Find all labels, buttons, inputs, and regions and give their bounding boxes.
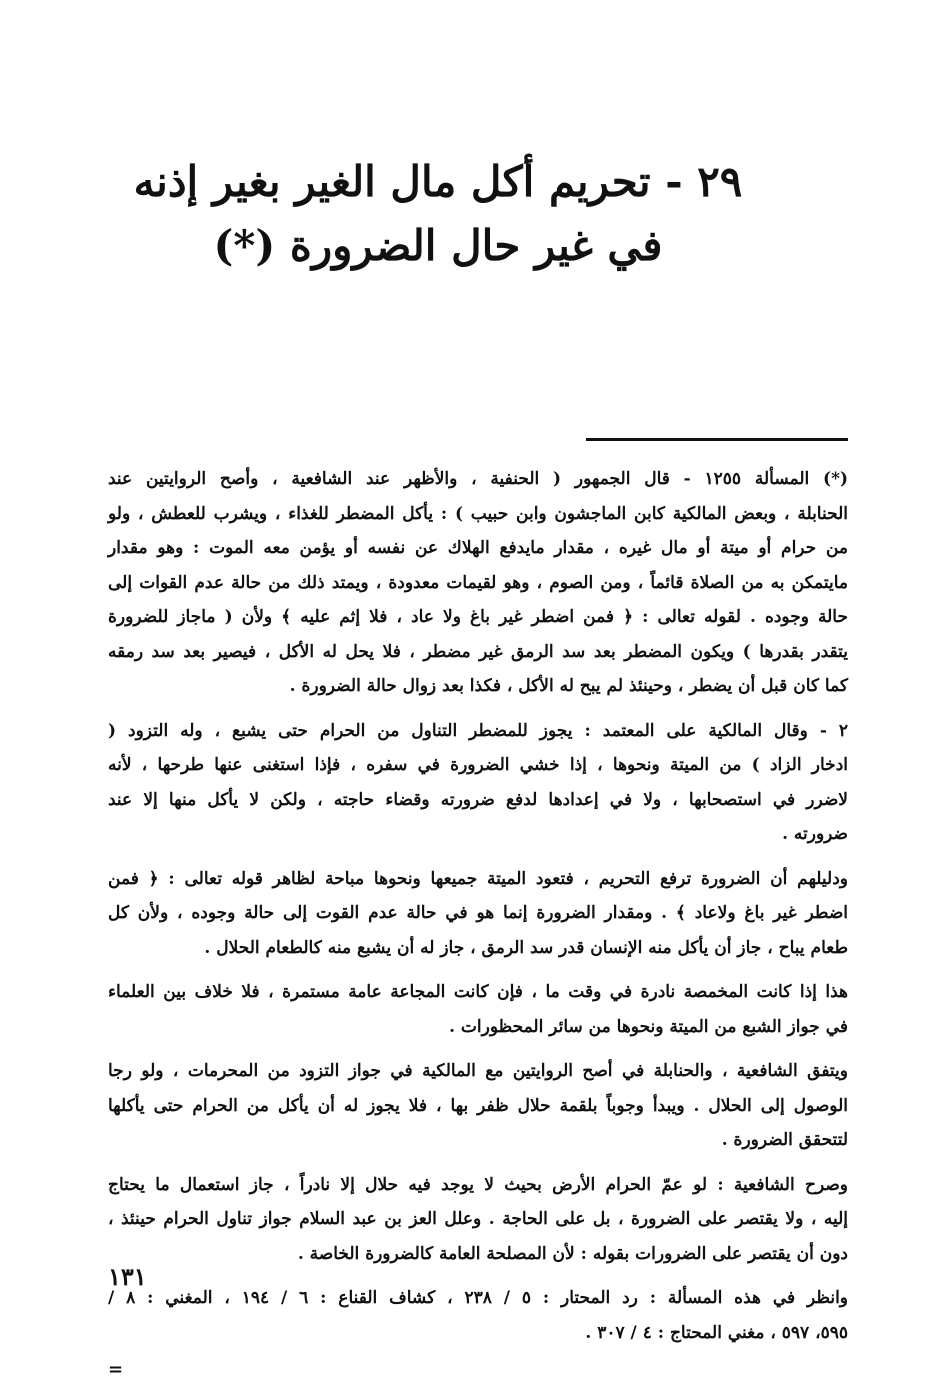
text-line: لتتحقق الضرورة . (721, 1130, 848, 1150)
text-line: ٥٩٥، ٥٩٧ ، مغني المحتاج : ٤ / ٣٠٧ . (585, 1322, 848, 1343)
text-line: طعام يباح ، جاز أن يأكل منه الإنسان قدر سد الرمق ، جاز له أن يشبع منه كالطعام الحلال . (204, 937, 848, 958)
text-line: كما كان قبل أن يضطر ، وحينئذ لم يبح له الأكل ، فكذا بعد زوال حالة الضرورة . (289, 676, 848, 696)
text-line: مايتمكن به من الصلاة قائماً ، ومن الصوم ، وهو لقيمات معدودة ، ويمتد ذلك من حالة عدم القوات إلى (108, 572, 848, 593)
text-line: وانظر في هذه المسألة : رد المحتار : ٥ / ٢٣٨ ، كشاف القناع : ٦ / ١٩٤ ، المغني : ٨ / (108, 1288, 849, 1308)
text-line: إليه ، ولا يقتصر على الضرورة ، بل على الحاجة . وعلل العز بن عبد السلام جواز تناول الحرام حينئذ ، (108, 1209, 848, 1229)
text-line: يتقدر بقدرها ) ويكون المضطر بعد سد الرمق غير مضطر ، فلا يحل له الأكل ، فيصير بعد سد رمقه (108, 641, 848, 662)
footnote-separator (586, 438, 848, 441)
text-line: حالة وجوده . لقوله تعالى : ﴿ فمن اضطر غير باغ ولا عاد ، فلا إثم عليه ﴾ ولأن ( ماجاز للضرورة (108, 607, 848, 627)
text-line: ودليلهم أن الضرورة ترفع التحريم ، فتعود الميتة جميعها ونحوها مباحة لظاهر قوله تعالى : ﴿ فمن (108, 868, 848, 889)
text-line: وصرح الشافعية : لو عمّ الحرام الأرض بحيث لا يوجد فيه حلال إلا نادراً ، جاز استعمال ما يحتاج (108, 1174, 848, 1195)
text-line: ضرورته . (782, 824, 848, 844)
text-line: (*) المسألة ١٢٥٥ - قال الجمهور ( الحنفية ، والأظهر عند الشافعية ، وأصح الروايتين عند (108, 469, 848, 489)
chapter-title (108, 150, 848, 278)
footnote-paragraph-5 (108, 1054, 848, 1158)
text-line: الوصول إلى الحلال . ويبدأ وجوباً بلقمة حلال ظفر بها ، فلا يجوز له أن يأكل من الحرام حتى يأكلها (108, 1095, 848, 1116)
footnote-paragraph-1 (108, 462, 848, 704)
text-line: هذا إذا كانت المخمصة نادرة في وقت ما ، فإن كانت المجاعة عامة مستمرة ، فلا خلاف بين العلماء (108, 982, 848, 1002)
text-line: من حرام أو ميتة أو مال غيره ، مقدار مايدفع الهلاك عن نفسه أو يؤمن معه الموت : وهو مقدار (108, 538, 848, 558)
text-line: اضطر غير باغ ولاعاد ﴾ . ومقدار الضرورة إنما هو في حالة عدم القوت إلى حالة وجوده ، ولأن كل (108, 903, 848, 923)
text-line: ويتفق الشافعية ، والحنابلة في أصح الروايتين مع المالكية في جواز التزود من المحرمات ، ولو رجا (108, 1061, 848, 1081)
footnote-paragraph-2 (108, 714, 848, 852)
chapter-title-line-1: ٢٩ - تحريم أكل مال الغير بغير إذنه (133, 157, 743, 206)
chapter-title-line-2: في غير حال الضرورة (*) (213, 221, 663, 270)
text-line: ٢ - وقال المالكية على المعتمد : يجوز للمضطر التناول من الحرام حتى يشبع ، وله التزود ( (108, 720, 848, 741)
page-number: ١٣١ (108, 1262, 147, 1291)
text-line: دون أن يقتصر على الضرورات بقوله : لأن المصلحة العامة كالضرورة الخاصة . (297, 1243, 848, 1264)
text-line: الحنابلة ، وبعض المالكية كابن الماجشون وابن حبيب ) : يأكل المضطر للغذاء ، ويشرب للعطش ، ولو (108, 503, 848, 524)
text-line: في جواز الشبع من الميتة ونحوها من سائر المحظورات . (449, 1016, 848, 1037)
footnote-paragraph-6 (108, 1168, 848, 1272)
footnote-paragraph-3 (108, 862, 848, 966)
text-line: لاضرر في استصحابها ، ولا في إعدادها لدفع ضرورته وقضاء حاجته ، ولكن لا يأكل منها إلا عند (108, 789, 848, 810)
text-line: ادخار الزاد ) من الميتة ونحوها ، إذا خشي الضرورة في سفره ، فإذا استغنى عنها طرحها ، لأنه (108, 755, 848, 775)
footnote-references (108, 1281, 848, 1350)
continuation-mark: = (108, 1359, 124, 1380)
footnote-body (108, 462, 849, 1380)
footnote-paragraph-4 (108, 975, 848, 1044)
